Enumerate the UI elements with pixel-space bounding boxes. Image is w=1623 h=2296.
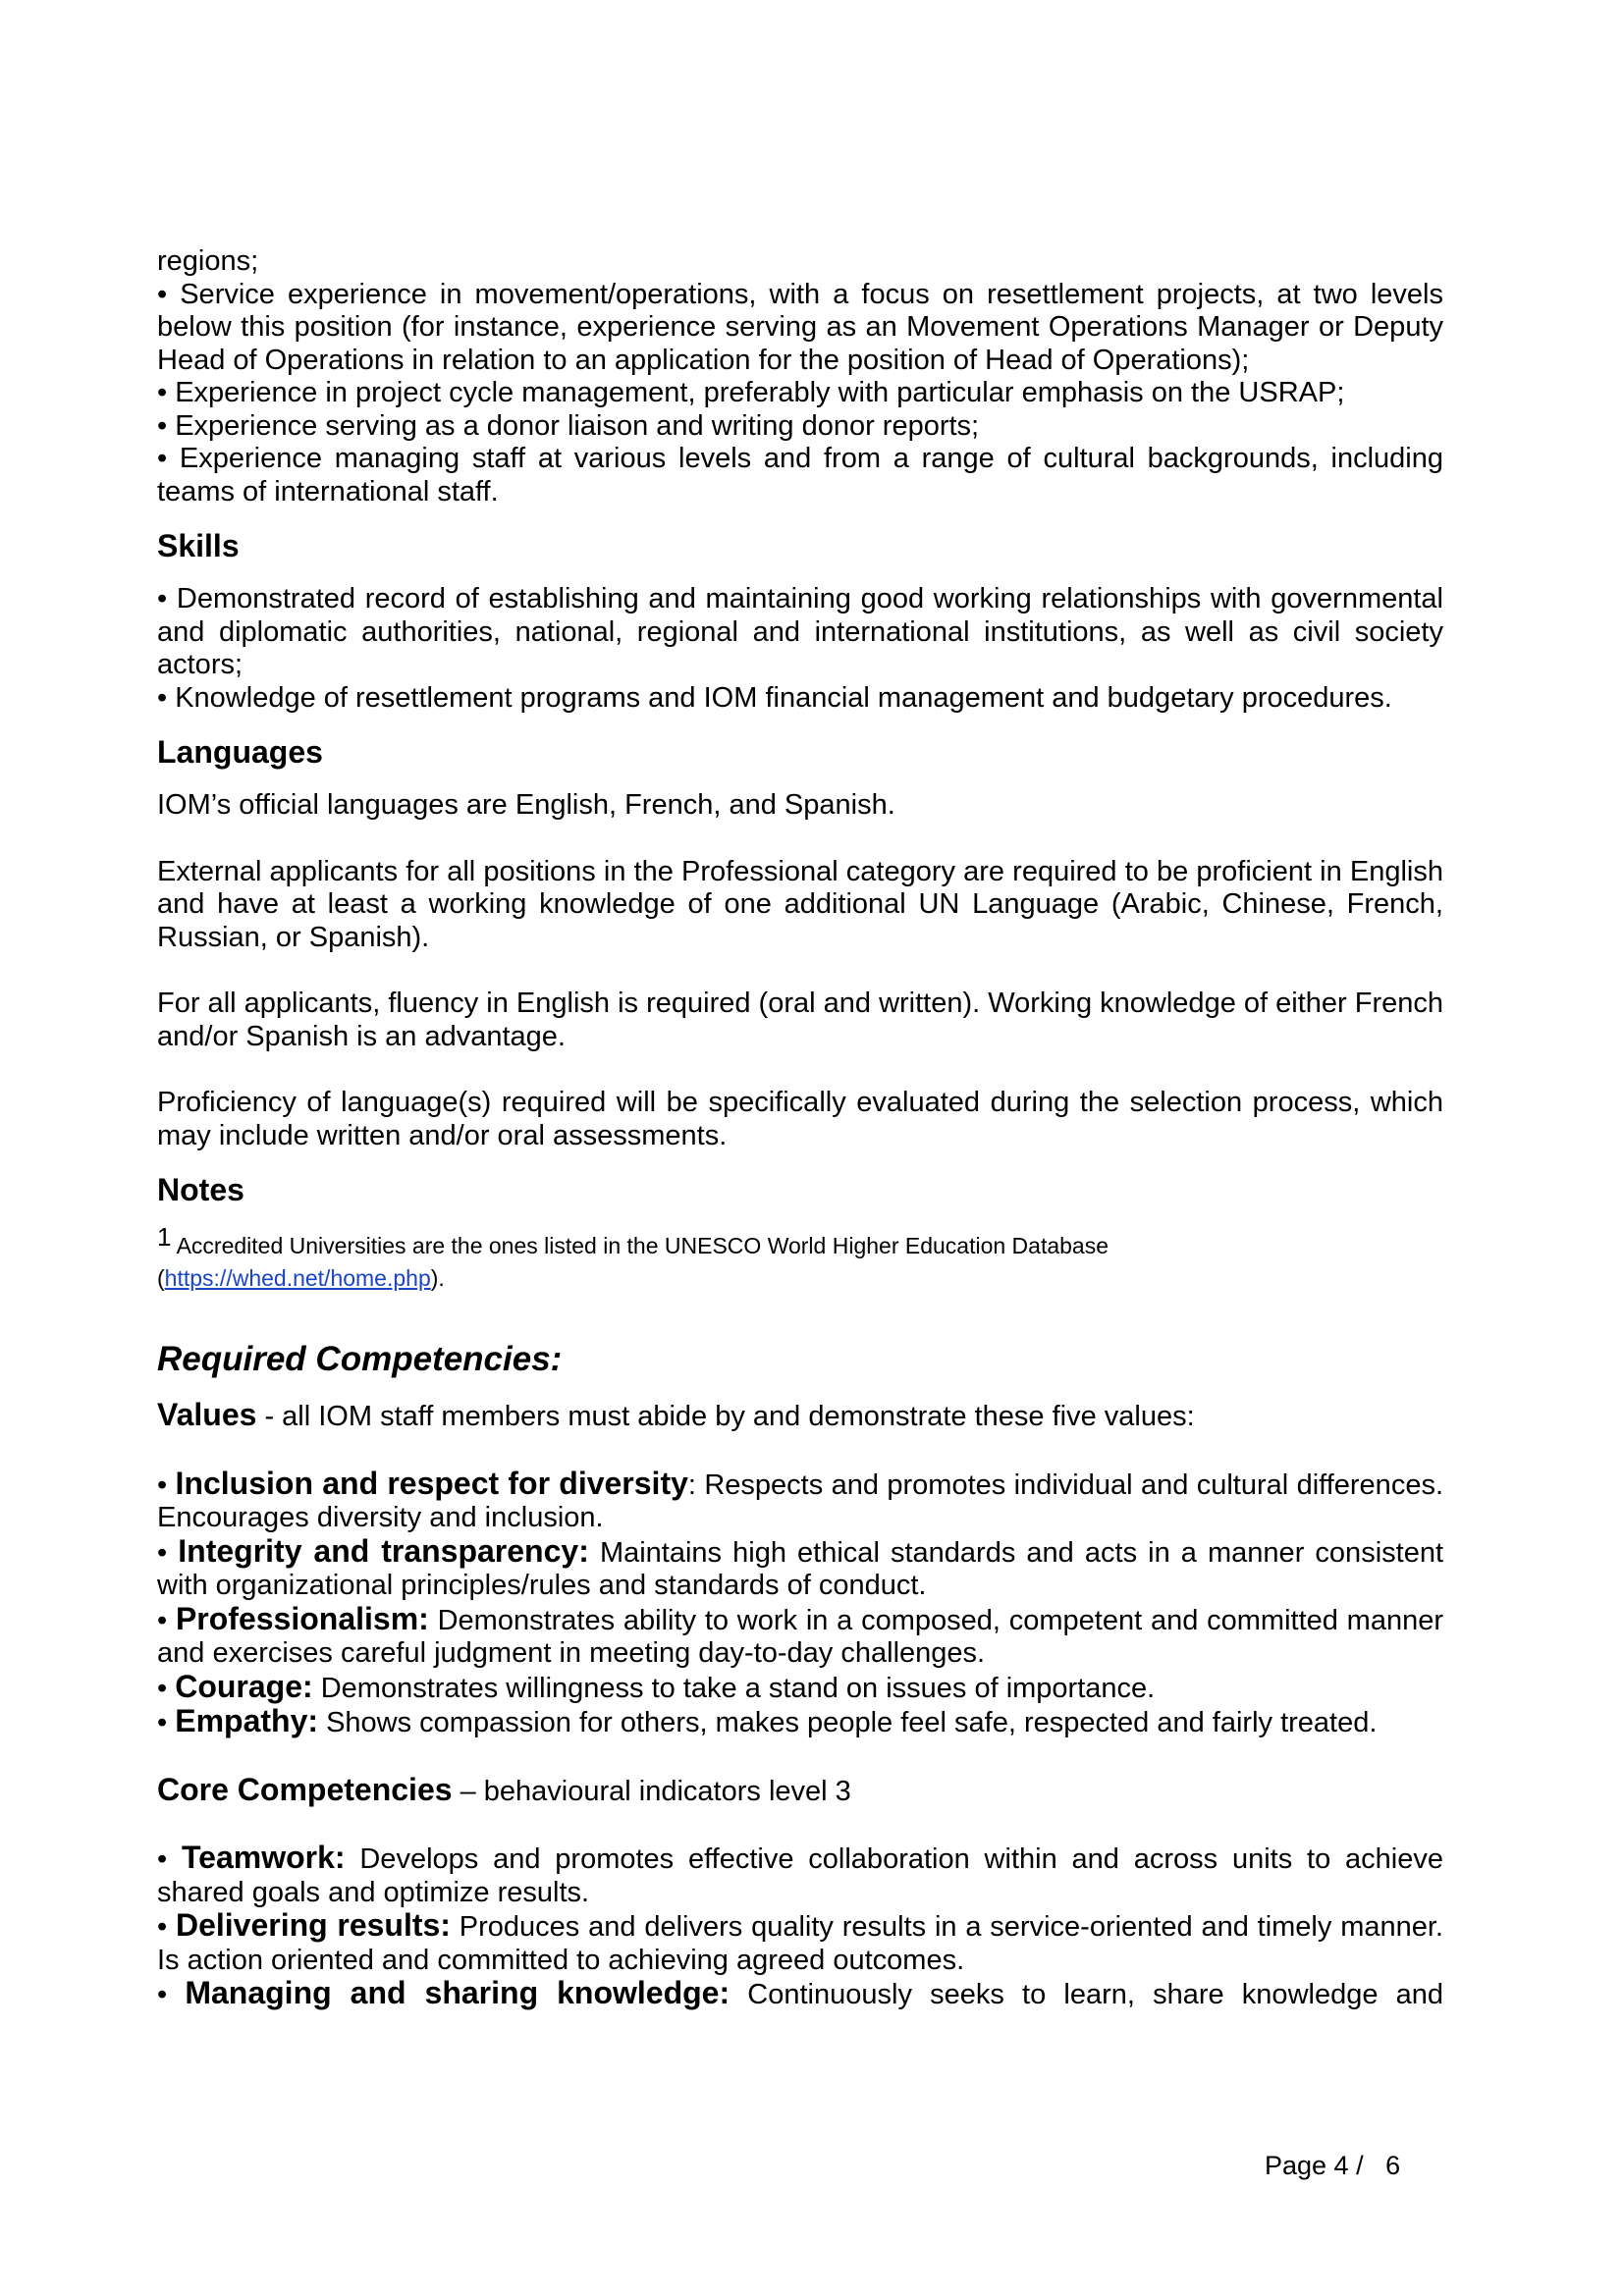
document-page (157, 245, 1443, 2012)
value-text: Maintains high ethical standards and acts in a manner consistent with organizational principles/rules and standards of conduct. (157, 1536, 1444, 1601)
value-item: • Courage: Demonstrates willingness to take a stand on issues of importance. (157, 1668, 1156, 1704)
core-item-label: Teamwork: (181, 1840, 346, 1875)
core-item-text: Produces and delivers quality results in a service-oriented and timely manner. Is action oriented and committed to achieving agreed outcomes. (157, 1911, 1443, 1976)
value-text: Demonstrates willingness to take a stand on issues of importance. (312, 1672, 1156, 1704)
skills-heading: Skills (157, 528, 240, 563)
experience-bullet-4: • Experience managing staff at various levels and from a range of cultural backgrounds, including teams of international staff. (157, 443, 1443, 507)
core-item-label: Managing and sharing knowledge: (185, 1975, 730, 2010)
footnote-paren-close: ). (430, 1265, 445, 1291)
page-number: Page 4 / 6 (1265, 2151, 1401, 2180)
experience-bullet-3: • Experience serving as a donor liaison and writing donor reports; (157, 409, 980, 442)
footnote (157, 1221, 1443, 1262)
value-text: Shows compassion for others, makes people feel safe, respected and fairly treated. (318, 1707, 1378, 1738)
footnote-paren-open: ( (157, 1265, 165, 1291)
core-item: • Managing and sharing knowledge: Continuously seeks to learn, share knowledge and (157, 1975, 1444, 2010)
value-item: • Professionalism: Demonstrates ability to work in a composed, competent and committed manner and exercises careful judgment in meeting day-to-day challenges. (157, 1600, 1444, 1669)
core-intro-text: – behavioural indicators level 3 (452, 1775, 851, 1807)
core-item: • Delivering results: Produces and delivers quality results in a service-oriented and timely manner. Is action oriented and committed to achieving agreed outcomes. (157, 1907, 1443, 1976)
footnote-link-line (157, 1262, 1443, 1295)
core-item-label: Delivering results: (175, 1907, 451, 1943)
languages-paragraph-1: IOM’s official languages are English, French, and Spanish. (157, 789, 895, 821)
languages-paragraph-4: Proficiency of language(s) required will be specifically evaluated during the selection process, which may include written and/or oral assessments. (157, 1087, 1443, 1151)
footnote-marker: 1 (157, 1222, 172, 1252)
languages-paragraph-3: For all applicants, fluency in English is required (oral and written). Working knowledge of either French and/or Spanish is an advantage. (157, 988, 1443, 1052)
footnote-text: Accredited Universities are the ones listed in the UNESCO World Higher Education Database (171, 1233, 1109, 1258)
values-intro (157, 1399, 1443, 1434)
value-label: Integrity and transparency: (178, 1532, 589, 1569)
skills-bullet-1: • Demonstrated record of establishing and maintaining good working relationships with governmental and diplomatic authorities, national, regional and international institutions, as well as civil society actors; (157, 583, 1443, 680)
value-item: • Empathy: Shows compassion for others, makes people feel safe, respected and fairly treated. (157, 1703, 1378, 1738)
core-item: • Teamwork: Develops and promotes effective collaboration within and across units to achieve shared goals and optimize results. (157, 1840, 1443, 1908)
value-label: Courage: (175, 1668, 313, 1704)
languages-paragraph-2: External applicants for all positions in the Professional category are required to be proficient in English and have at least a working knowledge of one additional UN Language (Arabic, Chinese, French, Russian, or Spanish). (157, 855, 1443, 953)
value-item: • Inclusion and respect for diversity: Respects and promotes individual and cultural differences. Encourages diversity and inclusion. (157, 1465, 1443, 1533)
core-intro (157, 1771, 1443, 1809)
intro-continuation: regions; (157, 245, 259, 277)
value-item: • Integrity and transparency: Maintains high ethical standards and acts in a manner consistent with organizational principles/rules and standards of conduct. (157, 1532, 1444, 1601)
skills-bullet-2: • Knowledge of resettlement programs and IOM financial management and budgetary procedures. (157, 681, 1392, 714)
notes-heading: Notes (157, 1172, 244, 1207)
core-label: Core Competencies (157, 1771, 453, 1807)
values-label: Values (157, 1397, 257, 1432)
value-label: Empathy: (175, 1703, 319, 1738)
languages-heading: Languages (157, 734, 323, 770)
value-text: Demonstrates ability to work in a composed, competent and committed manner and exercises careful judgment in meeting day-to-day challenges. (157, 1604, 1444, 1669)
whed-link[interactable]: https://whed.net/home.php (164, 1265, 431, 1291)
core-item-text: Continuously seeks to learn, share knowledge and (730, 1979, 1444, 2010)
required-competencies-heading: Required Competencies: (157, 1340, 563, 1378)
core-item-text: Develops and promotes effective collaboration within and across units to achieve shared goals and optimize results. (157, 1843, 1443, 1908)
experience-bullet-2: • Experience in project cycle management, preferably with particular emphasis on the USRAP; (157, 377, 1345, 408)
value-label: Professionalism: (175, 1600, 429, 1636)
experience-bullet-1: • Service experience in movement/operations, with a focus on resettlement projects, at two levels below this position (for instance, experience serving as an Movement Operations Manager or Deputy Head of Operations in relation to an application for the position of Head of Operations); (157, 278, 1443, 376)
value-text: : Respects and promotes individual and cultural differences. Encourages diversity and inclusion. (157, 1468, 1443, 1533)
value-label: Inclusion and respect for diversity (175, 1465, 688, 1501)
values-intro-text: - all IOM staff members must abide by and demonstrate these five values: (256, 1401, 1195, 1432)
